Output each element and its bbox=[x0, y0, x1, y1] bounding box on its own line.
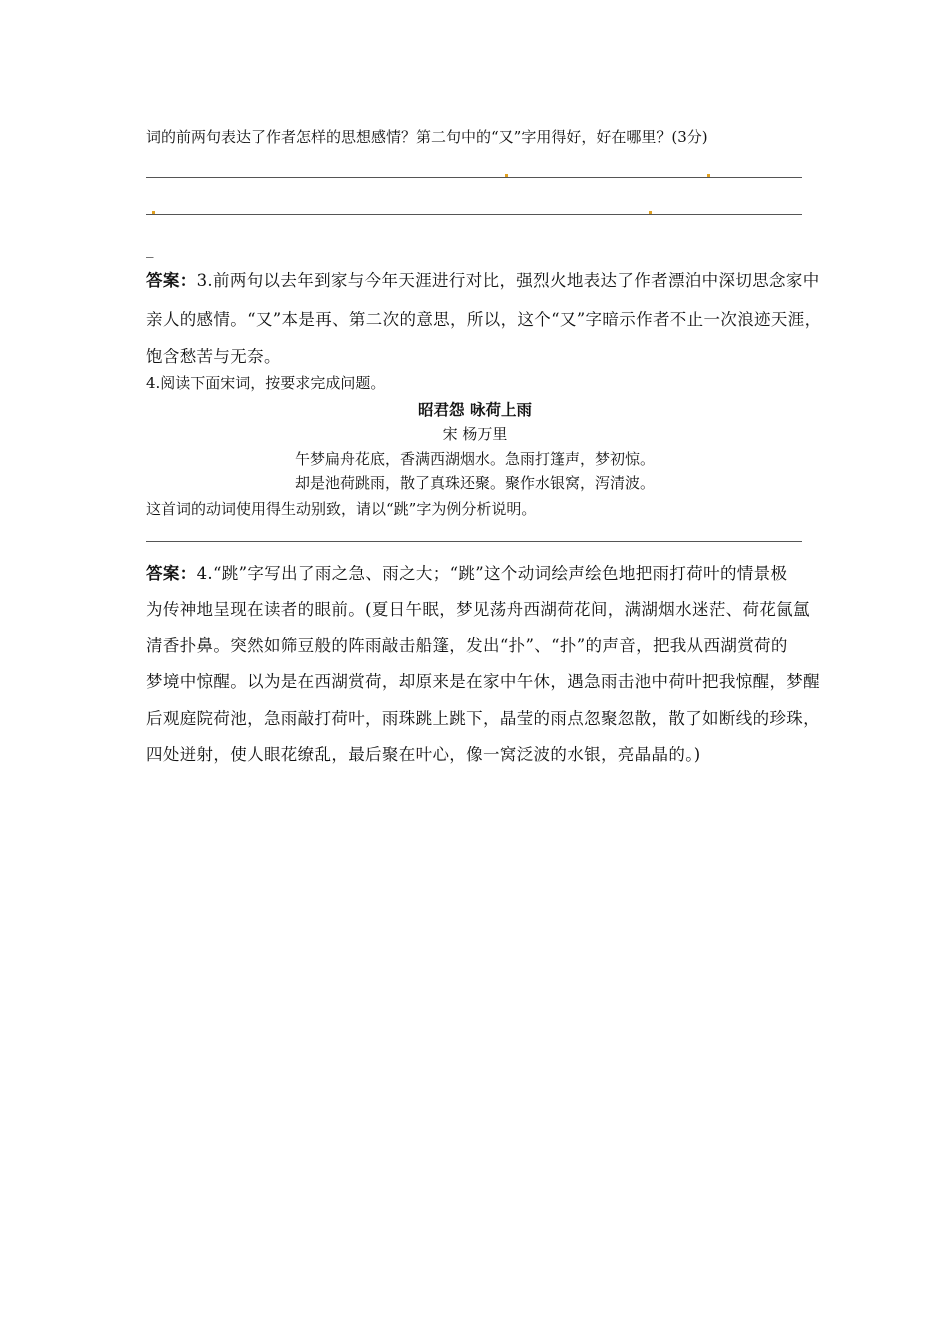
poem-line: 却是池荷跳雨，散了真珠还聚。聚作水银窝，泻清波。 bbox=[294, 474, 655, 492]
answer-4-line: 梦境中惊醒。以为是在西湖赏荷，却原来是在家中午休，遇急雨击池中荷叶把我惊醒，梦醒 bbox=[146, 672, 820, 691]
answer-label: 答案： bbox=[146, 271, 197, 290]
answer-4-line: 清香扑鼻。突然如筛豆般的阵雨敲击船篷，发出“扑”、“扑”的声音，把我从西湖赏荷的 bbox=[146, 636, 788, 655]
answer-4-line: 后观庭院荷池，急雨敲打荷叶，雨珠跳上跳下，晶莹的雨点忽聚忽散，散了如断线的珍珠， bbox=[146, 709, 820, 728]
answer-3-line: 饱含愁苦与无奈。 bbox=[146, 347, 281, 366]
poem-title: 昭君怨 咏荷上雨 bbox=[418, 400, 532, 419]
edit-mark bbox=[649, 211, 652, 214]
edit-mark bbox=[152, 211, 155, 214]
answer-4-line: 为传神地呈现在读者的眼前。(夏日午眠，梦见荡舟西湖荷花间，满湖烟水迷茫、荷花氤氲 bbox=[146, 600, 810, 619]
question-4-text: 这首词的动词使用得生动别致，请以“跳”字为例分析说明。 bbox=[146, 500, 537, 518]
answer-blank-line-2 bbox=[146, 214, 802, 215]
question-4-intro: 4.阅读下面宋词，按要求完成问题。 bbox=[146, 374, 386, 392]
answer-3-line: 答案：3.前两句以去年到家与今年天涯进行对比，强烈火地表达了作者漂泊中深切思念家中 bbox=[146, 271, 820, 290]
answer-3-line: 亲人的感情。“又”本是再、第二次的意思，所以，这个“又”字暗示作者不止一次浪迹天涯， bbox=[146, 310, 822, 329]
edit-mark bbox=[707, 174, 710, 177]
answer-4-line: 四处迸射，使人眼花缭乱，最后聚在叶心，像一窝泛波的水银，亮晶晶的。) bbox=[146, 745, 701, 764]
edit-mark bbox=[505, 174, 508, 177]
answer-4-line: 答案：4.“跳”字写出了雨之急、雨之大；“跳”这个动词绘声绘色地把雨打荷叶的情景极 bbox=[146, 564, 788, 583]
answer-blank-line-3 bbox=[146, 541, 802, 542]
poem-line: 午梦扁舟花底，香满西湖烟水。急雨打篷声，梦初惊。 bbox=[294, 450, 655, 468]
answer-label: 答案： bbox=[146, 564, 197, 583]
answer-blank-stub: _ bbox=[146, 240, 154, 258]
answer-blank-line-1 bbox=[146, 177, 802, 178]
poem-author: 宋 杨万里 bbox=[442, 425, 508, 443]
question-3-text: 词的前两句表达了作者怎样的思想感情？第二句中的“又”字用得好，好在哪里？(3分) bbox=[146, 128, 708, 146]
